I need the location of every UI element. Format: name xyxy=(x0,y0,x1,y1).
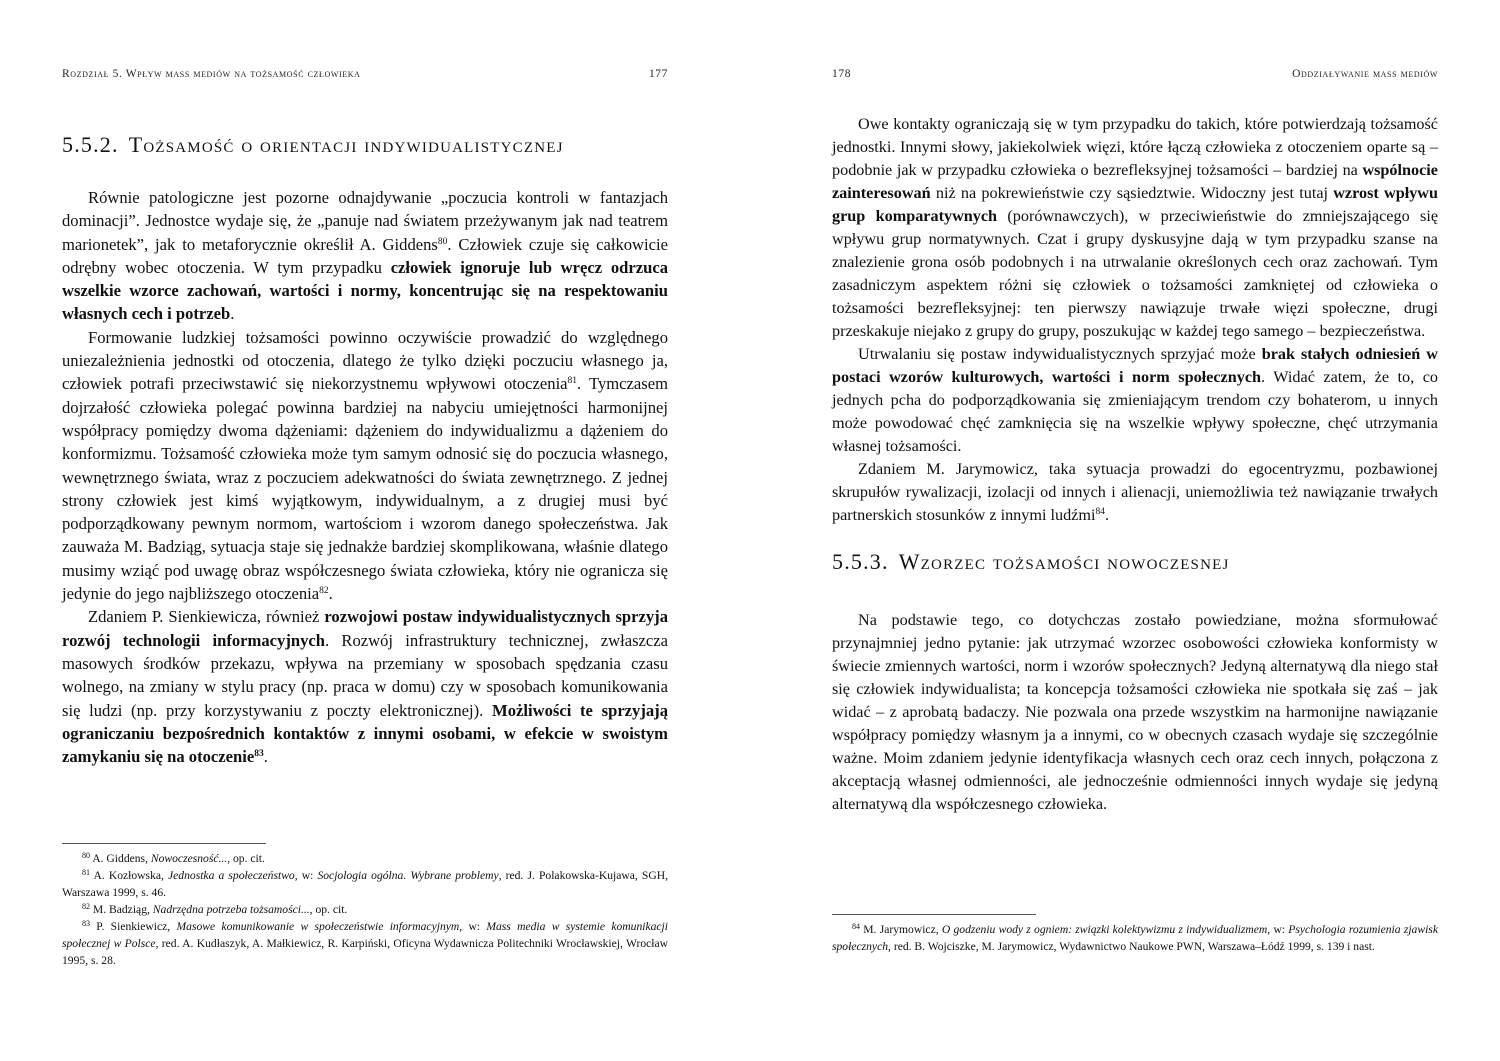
emphasized-text: wzrost wpływu grup komparatywnych xyxy=(832,184,1438,225)
text-run: . Człowiek czuje się całkowicie odrębny wobec otoczenia. W tym przypadku xyxy=(62,234,668,277)
footnote-marker: 81 xyxy=(567,376,578,387)
footnote xyxy=(62,867,668,901)
text-run: . xyxy=(328,584,333,604)
text-run: , w: xyxy=(294,869,318,882)
left-running-head xyxy=(62,68,668,80)
paragraph xyxy=(832,458,1438,527)
paragraph xyxy=(62,326,668,606)
paragraph xyxy=(832,609,1438,816)
book-running-title: Oddziaływanie mass mediów xyxy=(1292,68,1438,80)
section-number: 5.5.3. xyxy=(832,549,889,574)
text-run: . xyxy=(230,304,235,324)
text-run: . Tymczasem dojrzałość człowieka polegać powinna bardziej na nabyciu umiejętności harmonijnej współpracy pomiędzy dwoma dążeniami: dążeniem do indywidualizmu a dążeniem do konformizmu. Tożsamość człowieka może tym samym odnosić się do poczucia własnego, wewnętrznego świata, wraz z poczuciem adekwatności do świata zewnętrznego. Z jednej strony człowiek jest kimś wyjątkowym, indywidualnym, a z drugiej musi być podporządkowany pewnym normom, wartościom i wzorom danego społeczeństwa. Jak zauważa M. Badziąg, sytuacja staje się jednakże bardziej skomplikowana, właśnie dlatego musimy wziąć pod uwagę obraz współczesnego świata człowieka, który nie ogranicza się jedynie do jego najbliższego otoczenia xyxy=(62,374,668,604)
footnote-marker: 80 xyxy=(437,236,448,247)
left-page-body xyxy=(62,132,668,768)
text-run: (porównawczych), w przeciwieństwie do zmniejszającego się wpływu grup normatywnych. Czat i grupy dyskusyjne dają w tym przypadku szanse na znalezienie grona osób podobnych i na utrwalanie określonych cech oraz zachowań. Tym zasadniczym aspektem różni się człowiek o tożsamości zamkniętej od człowieka o tożsamości bezrefleksyjnej: ten pierwszy nawiązuje trwałe więzi społeczne, drugi przeskakuje niejako z grupy do grupy, poszukując w każdej tego samego – bezpieczeństwa. xyxy=(832,207,1438,340)
text-run: Utrwalaniu się postaw indywidualistycznych sprzyjać może xyxy=(858,345,1262,363)
footnote-list xyxy=(832,921,1438,955)
text-run: Równie patologiczne jest pozorne odnajdywanie „poczucia kontroli w fantazjach dominacji”. Jednostce wydaje się, że „panuje nad światem przeżywanym jak nad teatrem marionetek”, jak to metaforycznie określił A. Giddens xyxy=(62,188,668,254)
footnote-separator xyxy=(832,914,1036,915)
text-run: , op. cit. xyxy=(309,903,348,916)
page-number-right: 178 xyxy=(832,68,852,80)
emphasized-text: wspólnocie zainteresowań xyxy=(832,161,1438,202)
footnote xyxy=(62,918,668,969)
text-run: , red. A. Kudłaszyk, A. Małkiewicz, R. Karpiński, Oficyna Wydawnicza Politechniki Wrocławskiej, Wrocław 1995, s. 28. xyxy=(62,937,669,967)
text-run: , op. cit. xyxy=(227,852,265,865)
paragraph xyxy=(832,113,1438,343)
footnote-marker: 84 xyxy=(1095,507,1105,517)
section-heading-5-5-2 xyxy=(62,132,668,158)
right-page xyxy=(832,0,1438,1061)
right-page-body xyxy=(832,113,1438,816)
footnote-marker: 82 xyxy=(319,586,329,597)
text-run: . xyxy=(1104,506,1110,524)
italic-title: Mass media w systemie komunikacji społecznej w Polsce xyxy=(62,920,668,950)
text-run: . xyxy=(263,747,268,767)
text-run: , w: xyxy=(459,920,487,933)
footnote-marker: 81 xyxy=(82,868,90,877)
text-run: M. Badziąg, xyxy=(90,903,153,916)
text-run: . Widać zatem, że to, co jednych pcha do podporządkowania się zmieniającym trendom czy bohaterom, u innych może powodować chęć zamknięcia się na wszelkie wpływy społeczne, chęć utrzymania własnej tożsamości. xyxy=(832,368,1438,455)
emphasized-text: człowiek ignoruje lub wręcz odrzuca wszelkie wzorce zachowań, wartości i normy, koncentrując się na respektowaniu własnych cech i potrzeb xyxy=(62,257,668,324)
footnote xyxy=(832,921,1438,955)
footnotes-right xyxy=(832,914,1438,955)
emphasized-text: rozwojowi postaw indywidualistycznych sprzyja rozwój technologii informacyjnych xyxy=(62,607,668,650)
emphasized-text: brak stałych odniesień w postaci wzorów kulturowych, wartości i norm społecznych xyxy=(832,345,1438,386)
body-text xyxy=(62,186,668,768)
text-run: . Rozwój infrastruktury technicznej, zwłaszcza masowych środków przekazu, wpływa na przemiany w sposobach spędzania czasu wolnego, na zmiany w stylu pracy (np. praca w domu) czy w sposobach komunikowania się ludzi (np. przy korzystywaniu z poczty elektronicznej). xyxy=(62,630,668,720)
text-run: P. Sienkiewicz, xyxy=(90,920,177,933)
left-page xyxy=(62,0,668,1061)
text-run: , red. J. Polakowska-Kujawa, SGH, Warszawa 1999, s. 46. xyxy=(62,869,669,899)
section-title: Wzorzec tożsamości nowoczesnej xyxy=(898,549,1230,574)
text-run: niż na pokrewieństwie czy sąsiedztwie. Widoczny jest tutaj xyxy=(930,184,1334,202)
text-run: M. Jarymowicz, xyxy=(860,923,942,936)
footnote-marker: 83 xyxy=(82,919,90,928)
chapter-running-title: Rozdział 5. Wpływ mass mediów na tożsamość człowieka xyxy=(62,68,361,80)
paragraph xyxy=(832,343,1438,458)
italic-title: Masowe komunikowanie w społeczeństwie informacyjnym xyxy=(176,920,460,933)
text-run: Zdaniem P. Sienkiewicza, również xyxy=(88,607,325,627)
text-run: Na podstawie tego, co dotychczas zostało powiedziane, można sformułować przynajmniej jedno pytanie: jak utrzymać wzorzec osobowości człowieka konformisty w świecie zmiennych wartości, norm i wzorów społecznych? Jedyną alternatywą dla niego stał się człowiek indywidualista; ta koncepcja tożsamości człowieka nie spotkała się zaś – jak widać – z aprobatą badaczy. Nie pozwala ona przede wszystkim na harmonijne nawiązanie współpracy pomiędzy własnym ja a innymi, co w obecnych czasach wydaje się szczególnie ważne. Moim zdaniem jedynie identyfikacja własnych cech oraz cech innych, połączona z akceptacją własnej odmienności, ale jednocześnie odmienności innych wydaje się jedyną alternatywą dla współczesnego człowieka. xyxy=(832,611,1438,813)
italic-title: Psychologia rozumienia zjawisk społecznych xyxy=(832,923,1438,953)
italic-title: Nowoczesność... xyxy=(150,852,228,865)
right-running-head xyxy=(832,68,1438,80)
footnote xyxy=(62,850,668,867)
italic-title: Nadrzędna potrzeba tożsamości... xyxy=(152,903,310,916)
page-number-left: 177 xyxy=(648,68,668,80)
italic-title: Socjologia ogólna. Wybrane problemy xyxy=(317,869,499,882)
paragraph xyxy=(62,605,668,768)
footnote-marker: 83 xyxy=(254,749,264,760)
text-run: , w: xyxy=(1267,923,1289,936)
section-number: 5.5.2. xyxy=(62,132,119,157)
italic-title: O godzeniu wody z ogniem: związki kolektywizmu z indywidualizmem xyxy=(941,923,1268,936)
italic-title: Jednostka a społeczeństwo xyxy=(168,869,295,882)
footnote-marker: 84 xyxy=(852,922,860,931)
text-run: Formowanie ludzkiej tożsamości powinno oczywiście prowadzić do względnego uniezależnienia jednostki od otoczenia, dlatego że tylko dzięki poczuciu własnego ja, człowiek potrafi przeciwstawić się niekorzystnemu wpływowi otoczenia xyxy=(62,327,668,394)
footnote-list xyxy=(62,850,668,969)
text-run: Zdaniem M. Jarymowicz, taka sytuacja prowadzi do egocentryzmu, pozbawionej skrupułów rywalizacji, izolacji od innych i alienacji, uniemożliwia też nawiązanie trwałych partnerskich stosunków z innymi ludźmi xyxy=(832,460,1438,524)
body-text-section-5-5-3 xyxy=(832,609,1438,816)
footnote-separator xyxy=(62,843,266,844)
text-run: , red. B. Wojciszke, M. Jarymowicz, Wydawnictwo Naukowe PWN, Warszawa–Łódź 1999, s. 139 i nast. xyxy=(888,940,1375,953)
paragraph xyxy=(62,186,668,326)
text-run: Owe kontakty ograniczają się w tym przypadku do takich, które potwierdzają tożsamość jednostki. Innymi słowy, jakiekolwiek więzi, które łączą człowieka z otoczeniem oparte są – podobnie jak w przypadku człowieka o bezrefleksyjnej tożsamości – bardziej na xyxy=(832,115,1438,179)
footnotes-left xyxy=(62,843,668,969)
body-text-continued xyxy=(832,113,1438,527)
text-run: A. Kozłowska, xyxy=(90,869,169,882)
text-run: A. Giddens, xyxy=(90,852,151,865)
footnote-marker: 82 xyxy=(82,902,90,911)
emphasized-text: Możliwości te sprzyjają ograniczaniu bezpośrednich kontaktów z innymi osobami, w efekcie w swoistym zamykaniu się na otoczenie xyxy=(62,700,668,767)
footnote-marker: 80 xyxy=(82,851,90,860)
section-title: Tożsamość o orientacji indywidualistycznej xyxy=(128,132,564,157)
section-heading-5-5-3 xyxy=(832,549,1438,575)
footnote xyxy=(62,901,668,918)
